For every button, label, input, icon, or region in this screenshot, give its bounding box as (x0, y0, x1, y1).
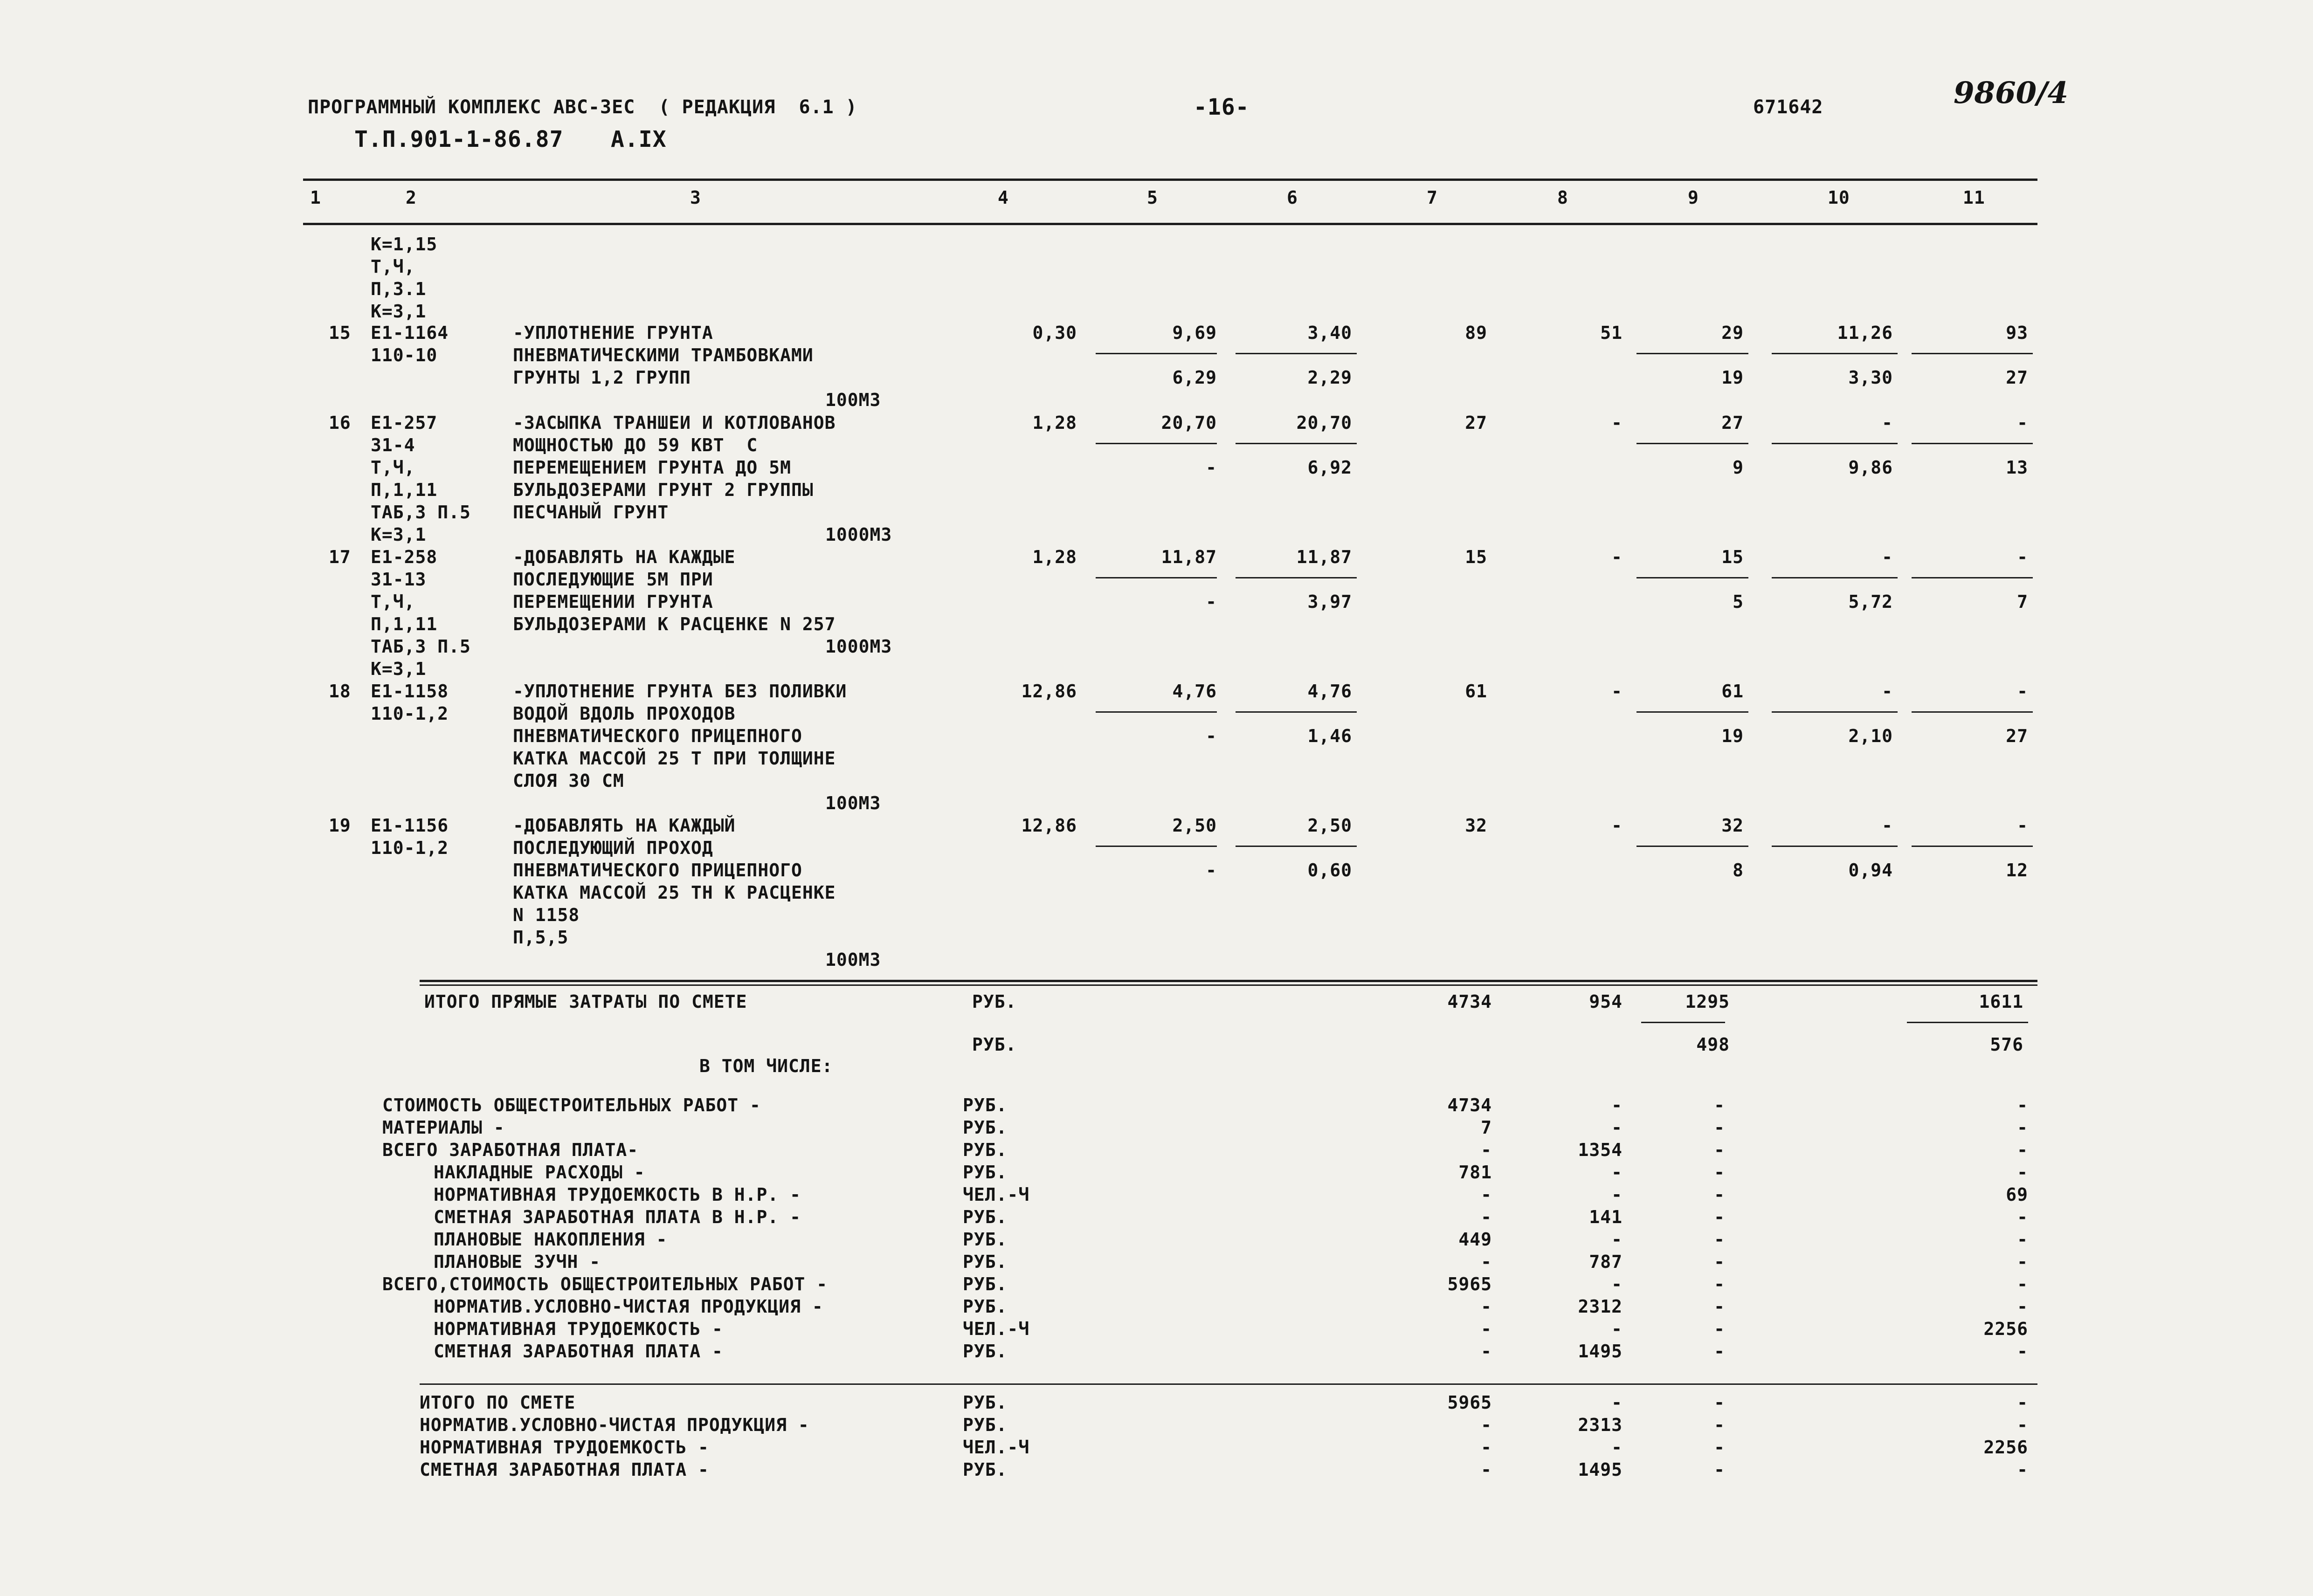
summary-col7: - (1481, 1140, 1492, 1160)
item-labor-total: 93 (2006, 323, 2028, 343)
summary-label: ПЛАНОВЫЕ ЗУЧН - (434, 1252, 601, 1272)
item-rule-col9 (1636, 711, 1748, 713)
item-rule-col6 (1236, 443, 1357, 444)
item-labor-hours: 0,94 (1848, 860, 1893, 881)
final-label: ИТОГО ПО СМЕТЕ (420, 1392, 576, 1413)
summary-col9: - (1714, 1207, 1725, 1227)
summary-col7: 781 (1458, 1162, 1492, 1183)
item-code: 110-10 (371, 345, 438, 365)
item-unit-cost: 9,69 (1172, 323, 1217, 343)
summary-col9: - (1714, 1162, 1725, 1183)
summary-col11: - (2017, 1162, 2028, 1183)
item-rule-col10 (1772, 846, 1898, 847)
item-quantity: 1,28 (1032, 413, 1077, 433)
item-machines-wage: 19 (1721, 367, 1744, 388)
item-number: 18 (329, 681, 351, 702)
summary-col8: 141 (1589, 1207, 1623, 1227)
summary-col8: 787 (1589, 1252, 1623, 1272)
summary-col8: - (1611, 1274, 1623, 1294)
item-labor: - (1882, 815, 1893, 836)
summary-col11: - (2017, 1095, 2028, 1115)
column-number-5: 5 (1147, 187, 1158, 208)
final-col11: 2256 (1983, 1437, 2028, 1458)
item-description: ПНЕВМАТИЧЕСКОГО ПРИЦЕПНОГО (513, 860, 802, 881)
direct-costs-col9: 1295 (1685, 991, 1730, 1012)
summary-col11: - (2017, 1274, 2028, 1294)
summary-label: ВСЕГО ЗАРАБОТНАЯ ПЛАТА- (382, 1140, 639, 1160)
item-machines-wage: 19 (1721, 726, 1744, 746)
summary-col11: - (2017, 1140, 2028, 1160)
item-number: 19 (329, 815, 351, 836)
document-id: 671642 (1753, 96, 1823, 118)
item-description: ПНЕВМАТИЧЕСКИМИ ТРАМБОВКАМИ (513, 345, 814, 365)
item-labor-total: - (2017, 413, 2028, 433)
summary-col7: - (1481, 1252, 1492, 1272)
item-wage-cost-total: 2,29 (1307, 367, 1352, 388)
summary-unit: РУБ. (963, 1095, 1008, 1115)
summary-label: НАКЛАДНЫЕ РАСХОДЫ - (434, 1162, 645, 1183)
item-labor: 11,26 (1837, 323, 1893, 343)
item-rule-col11 (1912, 443, 2033, 444)
item-code: 110-1,2 (371, 838, 449, 858)
final-col9: - (1714, 1415, 1725, 1435)
item-labor: - (1882, 547, 1893, 567)
item-unit-cost-total: 20,70 (1296, 413, 1352, 433)
item-description: -УПЛОТНЕНИЕ ГРУНТА (513, 323, 713, 343)
item-code: К=3,1 (371, 524, 427, 545)
direct-costs-col8: 954 (1589, 991, 1623, 1012)
item-code: Е1-1158 (371, 681, 449, 702)
final-col7: - (1481, 1459, 1492, 1480)
item-unit-cost: 20,70 (1161, 413, 1217, 433)
item-materials: 51 (1600, 323, 1623, 343)
item-labor: - (1882, 681, 1893, 702)
summary-col8: - (1611, 1229, 1623, 1250)
item-unit: 100М3 (825, 793, 881, 813)
album-code: А.IX (611, 126, 667, 152)
summary-col8: 1354 (1578, 1140, 1623, 1160)
pre-line: К=3,1 (371, 301, 427, 322)
item-rule-col10 (1772, 443, 1898, 444)
item-unit: 1000М3 (825, 636, 892, 657)
summary-col9: - (1714, 1319, 1725, 1339)
item-description: ПОСЛЕДУЮЩИЙ ПРОХОД (513, 838, 713, 858)
item-quantity: 12,86 (1021, 815, 1077, 836)
summary-col9: - (1714, 1341, 1725, 1362)
item-description: -ДОБАВЛЯТЬ НА КАЖДЫЙ (513, 815, 736, 836)
item-description: КАТКА МАССОЙ 25 Т ПРИ ТОЛЩИНЕ (513, 748, 836, 769)
summary-col8: - (1611, 1319, 1623, 1339)
item-rule-col10 (1772, 353, 1898, 354)
item-rule-col11 (1912, 711, 2033, 713)
final-label: НОРМАТИВ.УСЛОВНО-ЧИСТАЯ ПРОДУКЦИЯ - (420, 1415, 809, 1435)
item-wage-cost-total: 3,97 (1307, 592, 1352, 612)
item-code: ТАБ,3 П.5 (371, 636, 471, 657)
final-unit: РУБ. (963, 1415, 1008, 1435)
final-col11: - (2017, 1415, 2028, 1435)
program-title: ПРОГРАММНЫЙ КОМПЛЕКС АВС-3ЕС ( РЕДАКЦИЯ 6.1 ) (308, 96, 857, 118)
item-rule-col9 (1636, 846, 1748, 847)
item-machines-wage: 5 (1733, 592, 1744, 612)
item-quantity: 0,30 (1032, 323, 1077, 343)
item-description: ВОДОЙ ВДОЛЬ ПРОХОДОВ (513, 703, 736, 724)
summary-col7: 5965 (1447, 1274, 1492, 1294)
summary-unit: ЧЕЛ.-Ч (963, 1319, 1030, 1339)
item-quantity: 12,86 (1021, 681, 1077, 702)
item-materials: - (1611, 413, 1623, 433)
final-unit: РУБ. (963, 1459, 1008, 1480)
summary-label: НОРМАТИВ.УСЛОВНО-ЧИСТАЯ ПРОДУКЦИЯ - (434, 1296, 823, 1317)
final-col7: 5965 (1447, 1392, 1492, 1413)
direct-costs-col7: 4734 (1447, 991, 1492, 1012)
item-rule-col5 (1096, 353, 1217, 354)
summary-col11: - (2017, 1229, 2028, 1250)
summary-col7: - (1481, 1184, 1492, 1205)
item-labor-hours: 5,72 (1848, 592, 1893, 612)
item-labor-total: - (2017, 547, 2028, 567)
item-code: Е1-258 (371, 547, 438, 567)
item-unit-cost-total: 4,76 (1307, 681, 1352, 702)
summary-unit: РУБ. (963, 1207, 1008, 1227)
summary-col11: 2256 (1983, 1319, 2028, 1339)
final-label: НОРМАТИВНАЯ ТРУДОЕМКОСТЬ - (420, 1437, 709, 1458)
column-number-10: 10 (1828, 187, 1850, 208)
final-col7: - (1481, 1415, 1492, 1435)
item-labor-hours-total: 27 (2006, 726, 2028, 746)
summary-col11: - (2017, 1252, 2028, 1272)
item-description: МОЩНОСТЬЮ ДО 59 КВТ С (513, 435, 758, 455)
item-code: П,1,11 (371, 480, 438, 500)
direct-costs-col11-rule (1907, 1022, 2028, 1023)
totals-top-rule-2 (420, 984, 2037, 986)
item-rule-col11 (1912, 353, 2033, 354)
item-wage-cost: - (1206, 457, 1217, 478)
item-wage-cost: 6,29 (1172, 367, 1217, 388)
item-machines: 32 (1721, 815, 1744, 836)
item-rule-col6 (1236, 711, 1357, 713)
summary-col8: - (1611, 1162, 1623, 1183)
item-wage-cost-total: 1,46 (1307, 726, 1352, 746)
summary-col11: - (2017, 1117, 2028, 1138)
item-code: Т,Ч, (371, 457, 415, 478)
item-unit-cost: 11,87 (1161, 547, 1217, 567)
final-col8: 1495 (1578, 1459, 1623, 1480)
item-rule-col6 (1236, 353, 1357, 354)
item-machines: 27 (1721, 413, 1744, 433)
summary-unit: ЧЕЛ.-Ч (963, 1184, 1030, 1205)
summary-label: МАТЕРИАЛЫ - (382, 1117, 505, 1138)
item-labor-hours: 2,10 (1848, 726, 1893, 746)
item-unit: 100М3 (825, 949, 881, 970)
column-number-1: 1 (310, 187, 321, 208)
direct-costs-col11: 1611 (1979, 991, 2023, 1012)
item-total-cost: 27 (1465, 413, 1487, 433)
item-materials: - (1611, 547, 1623, 567)
item-rule-col5 (1096, 711, 1217, 713)
column-number-8: 8 (1557, 187, 1568, 208)
item-rule-col6 (1236, 577, 1357, 578)
item-rule-col9 (1636, 353, 1748, 354)
item-unit-cost-total: 3,40 (1307, 323, 1352, 343)
item-labor-hours-total: 7 (2017, 592, 2028, 612)
final-col9: - (1714, 1392, 1725, 1413)
item-description: ПЕРЕМЕЩЕНИЕМ ГРУНТА ДО 5М (513, 457, 791, 478)
item-unit-cost: 2,50 (1172, 815, 1217, 836)
item-description: КАТКА МАССОЙ 25 ТН К РАСЦЕНКЕ (513, 882, 836, 903)
final-unit: РУБ. (963, 1392, 1008, 1413)
item-description: СЛОЯ 30 СМ (513, 770, 624, 791)
item-code: 31-13 (371, 569, 427, 590)
item-machines: 61 (1721, 681, 1744, 702)
item-description: -УПЛОТНЕНИЕ ГРУНТА БЕЗ ПОЛИВКИ (513, 681, 847, 702)
summary-col11: - (2017, 1296, 2028, 1317)
final-col9: - (1714, 1437, 1725, 1458)
summary-col7: 449 (1458, 1229, 1492, 1250)
item-rule-col10 (1772, 577, 1898, 578)
final-top-rule (420, 1383, 2037, 1385)
handwritten-reference: 9860/4 (1954, 76, 2069, 110)
summary-unit: РУБ. (963, 1296, 1008, 1317)
final-col9: - (1714, 1459, 1725, 1480)
column-number-4: 4 (998, 187, 1009, 208)
summary-col7: - (1481, 1319, 1492, 1339)
item-wage-cost: - (1206, 592, 1217, 612)
item-rule-col10 (1772, 711, 1898, 713)
summary-unit: РУБ. (963, 1117, 1008, 1138)
item-materials: - (1611, 681, 1623, 702)
summary-unit: РУБ. (963, 1274, 1008, 1294)
item-total-cost: 32 (1465, 815, 1487, 836)
item-quantity: 1,28 (1032, 547, 1077, 567)
summary-col11: - (2017, 1207, 2028, 1227)
item-description: -ЗАСЫПКА ТРАНШЕИ И КОТЛОВАНОВ (513, 413, 836, 433)
summary-unit: РУБ. (963, 1252, 1008, 1272)
item-description: ПЕСЧАНЫЙ ГРУНТ (513, 502, 669, 523)
summary-label: СМЕТНАЯ ЗАРАБОТНАЯ ПЛАТА В Н.Р. - (434, 1207, 801, 1227)
item-rule-col5 (1096, 577, 1217, 578)
item-number: 15 (329, 323, 351, 343)
summary-unit: РУБ. (963, 1162, 1008, 1183)
item-unit: 100М3 (825, 390, 881, 410)
final-col11: - (2017, 1392, 2028, 1413)
item-description: ГРУНТЫ 1,2 ГРУПП (513, 367, 691, 388)
item-total-cost: 61 (1465, 681, 1487, 702)
item-wage-cost: - (1206, 726, 1217, 746)
direct-costs-col9-wage: 498 (1696, 1034, 1730, 1055)
item-number: 17 (329, 547, 351, 567)
item-rule-col9 (1636, 443, 1748, 444)
summary-unit: РУБ. (963, 1140, 1008, 1160)
item-description: ПЕРЕМЕЩЕНИИ ГРУНТА (513, 592, 713, 612)
summary-col7: 4734 (1447, 1095, 1492, 1115)
summary-col11: 69 (2006, 1184, 2028, 1205)
summary-col9: - (1714, 1095, 1725, 1115)
summary-col9: - (1714, 1274, 1725, 1294)
column-number-7: 7 (1427, 187, 1438, 208)
item-total-cost: 15 (1465, 547, 1487, 567)
summary-col9: - (1714, 1140, 1725, 1160)
final-unit: ЧЕЛ.-Ч (963, 1437, 1030, 1458)
item-code: ТАБ,3 П.5 (371, 502, 471, 523)
item-code: Е1-1164 (371, 323, 449, 343)
item-description: ПОСЛЕДУЮЩИЕ 5М ПРИ (513, 569, 713, 590)
summary-col7: 7 (1481, 1117, 1492, 1138)
summary-unit: РУБ. (963, 1229, 1008, 1250)
column-number-9: 9 (1688, 187, 1699, 208)
item-rule-col11 (1912, 846, 2033, 847)
summary-label: ПЛАНОВЫЕ НАКОПЛЕНИЯ - (434, 1229, 668, 1250)
summary-col8: - (1611, 1184, 1623, 1205)
final-col7: - (1481, 1437, 1492, 1458)
direct-costs-unit: РУБ. (972, 991, 1017, 1012)
item-unit-cost: 4,76 (1172, 681, 1217, 702)
item-description: -ДОБАВЛЯТЬ НА КАЖДЫЕ (513, 547, 736, 567)
item-rule-col5 (1096, 443, 1217, 444)
summary-label: НОРМАТИВНАЯ ТРУДОЕМКОСТЬ - (434, 1319, 723, 1339)
item-description: БУЛЬДОЗЕРАМИ ГРУНТ 2 ГРУППЫ (513, 480, 814, 500)
summary-label: ВСЕГО,СТОИМОСТЬ ОБЩЕСТРОИТЕЛЬНЫХ РАБОТ - (382, 1274, 828, 1294)
column-number-2: 2 (406, 187, 417, 208)
summary-col8: 1495 (1578, 1341, 1623, 1362)
item-unit: 1000М3 (825, 524, 892, 545)
item-labor-hours-total: 27 (2006, 367, 2028, 388)
item-rule-col5 (1096, 846, 1217, 847)
item-rule-col9 (1636, 577, 1748, 578)
summary-col9: - (1714, 1229, 1725, 1250)
item-labor: - (1882, 413, 1893, 433)
item-rule-col11 (1912, 577, 2033, 578)
item-wage-cost-total: 0,60 (1307, 860, 1352, 881)
including-label: В ТОМ ЧИСЛЕ: (699, 1056, 833, 1076)
item-rule-col6 (1236, 846, 1357, 847)
item-total-cost: 89 (1465, 323, 1487, 343)
item-description: N 1158 (513, 905, 580, 925)
final-col11: - (2017, 1459, 2028, 1480)
summary-col8: 2312 (1578, 1296, 1623, 1317)
summary-unit: РУБ. (963, 1341, 1008, 1362)
column-number-6: 6 (1287, 187, 1298, 208)
summary-col7: - (1481, 1341, 1492, 1362)
item-labor-hours-total: 12 (2006, 860, 2028, 881)
summary-label: СМЕТНАЯ ЗАРАБОТНАЯ ПЛАТА - (434, 1341, 723, 1362)
item-labor-hours: 9,86 (1848, 457, 1893, 478)
item-wage-cost: - (1206, 860, 1217, 881)
header-bottom-rule (303, 223, 2037, 225)
item-labor-hours-total: 13 (2006, 457, 2028, 478)
final-col8: - (1611, 1437, 1623, 1458)
summary-col7: - (1481, 1207, 1492, 1227)
pre-line: К=1,15 (371, 234, 438, 255)
direct-costs-label: ИТОГО ПРЯМЫЕ ЗАТРАТЫ ПО СМЕТЕ (424, 991, 747, 1012)
item-machines-wage: 8 (1733, 860, 1744, 881)
item-labor-total: - (2017, 681, 2028, 702)
totals-top-rule (420, 980, 2037, 982)
item-machines: 29 (1721, 323, 1744, 343)
item-materials: - (1611, 815, 1623, 836)
direct-costs-col11-wage: 576 (1990, 1034, 2023, 1055)
project-code: Т.П.901-1-86.87 (354, 126, 564, 152)
item-code: Т,Ч, (371, 592, 415, 612)
item-unit-cost-total: 11,87 (1296, 547, 1352, 567)
summary-col11: - (2017, 1341, 2028, 1362)
item-code: 31-4 (371, 435, 415, 455)
direct-costs-col9-rule (1641, 1022, 1725, 1023)
summary-col8: - (1611, 1117, 1623, 1138)
page-number: -16- (1194, 94, 1250, 120)
item-wage-cost-total: 6,92 (1307, 457, 1352, 478)
item-unit-cost-total: 2,50 (1307, 815, 1352, 836)
summary-col7: - (1481, 1296, 1492, 1317)
pre-line: П,3.1 (371, 279, 427, 299)
item-code: 110-1,2 (371, 703, 449, 724)
final-label: СМЕТНАЯ ЗАРАБОТНАЯ ПЛАТА - (420, 1459, 709, 1480)
summary-col9: - (1714, 1252, 1725, 1272)
item-machines-wage: 9 (1733, 457, 1744, 478)
summary-col9: - (1714, 1184, 1725, 1205)
item-code: К=3,1 (371, 659, 427, 679)
summary-col8: - (1611, 1095, 1623, 1115)
item-labor-hours: 3,30 (1848, 367, 1893, 388)
header-top-rule (303, 179, 2037, 181)
pre-line: Т,Ч, (371, 256, 415, 277)
item-machines: 15 (1721, 547, 1744, 567)
summary-label: НОРМАТИВНАЯ ТРУДОЕМКОСТЬ В Н.Р. - (434, 1184, 801, 1205)
summary-label: СТОИМОСТЬ ОБЩЕСТРОИТЕЛЬНЫХ РАБОТ - (382, 1095, 761, 1115)
item-code: Е1-1156 (371, 815, 449, 836)
final-col8: 2313 (1578, 1415, 1623, 1435)
item-code: П,1,11 (371, 614, 438, 634)
item-description: БУЛЬДОЗЕРАМИ К РАСЦЕНКЕ N 257 (513, 614, 836, 634)
item-description: П,5,5 (513, 927, 569, 948)
item-description: ПНЕВМАТИЧЕСКОГО ПРИЦЕПНОГО (513, 726, 802, 746)
item-labor-total: - (2017, 815, 2028, 836)
final-col8: - (1611, 1392, 1623, 1413)
column-number-11: 11 (1963, 187, 1985, 208)
summary-col9: - (1714, 1296, 1725, 1317)
item-code: Е1-257 (371, 413, 438, 433)
summary-col9: - (1714, 1117, 1725, 1138)
direct-costs-unit-2: РУБ. (972, 1034, 1017, 1055)
item-number: 16 (329, 413, 351, 433)
column-number-3: 3 (690, 187, 701, 208)
